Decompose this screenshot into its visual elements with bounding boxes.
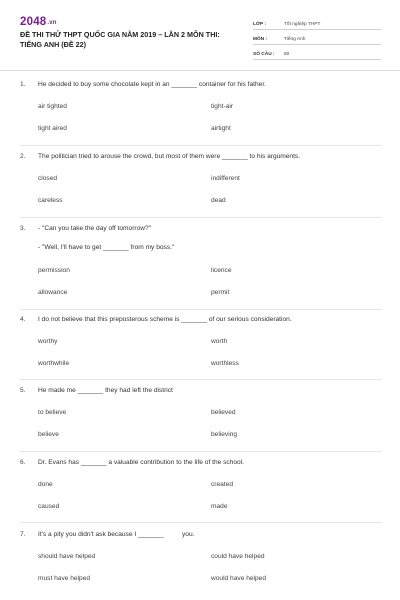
logo-tld: .vn (47, 20, 57, 26)
question-number: 5. (20, 387, 26, 394)
option-b[interactable]: licence (211, 267, 232, 274)
meta-value: Tốt nghiệp THPT (284, 22, 321, 27)
option-a[interactable]: done (38, 481, 53, 488)
question-number: 1. (20, 81, 26, 88)
option-b[interactable]: tight-air (211, 103, 233, 110)
question-stem: Dr. Evans has _______ a valuable contribution to the life of the school. (38, 459, 245, 466)
question-stem: He made me _______ they had left the district (38, 387, 173, 394)
option-b[interactable]: created (211, 481, 233, 488)
option-a[interactable]: should have helped (38, 553, 96, 560)
question-stem: It's a pity you didn't ask because I _______ you. (38, 531, 195, 538)
meta-class (253, 16, 381, 30)
option-b[interactable]: believed (211, 409, 236, 416)
option-c[interactable]: allowance (38, 289, 68, 296)
meta-subject (253, 31, 381, 45)
logo-text: 2048 (20, 16, 47, 28)
option-d[interactable]: would have helped (211, 575, 266, 582)
question-divider (20, 451, 382, 452)
option-c[interactable]: tight aired (38, 125, 67, 132)
question-divider (20, 522, 382, 523)
meta-count (253, 46, 381, 60)
meta-value: Tiếng Anh (284, 37, 306, 42)
option-d[interactable]: airtight (211, 125, 231, 132)
question-number: 7. (20, 531, 26, 538)
meta-value: 50 (284, 52, 290, 57)
question-stem-line-2: - "Well, I'll have to get _______ from my boss." (38, 244, 175, 251)
option-b[interactable]: could have helped (211, 553, 265, 560)
page-header (0, 0, 400, 68)
exam-meta (253, 16, 381, 61)
option-a[interactable]: air tighted (38, 103, 67, 110)
question-divider (20, 379, 382, 380)
meta-key: SỐ CÂU : (253, 52, 275, 57)
question-divider (20, 145, 382, 146)
option-b[interactable]: worth (211, 338, 228, 345)
option-a[interactable]: worthy (38, 338, 58, 345)
option-a[interactable]: permission (38, 267, 70, 274)
option-c[interactable]: careless (38, 197, 63, 204)
option-d[interactable]: permit (211, 289, 230, 296)
question-number: 6. (20, 459, 26, 466)
meta-key: MÔN : (253, 37, 268, 42)
question-stem: I do not believe that this preposterous scheme is _______ of our serious consideration. (38, 316, 292, 323)
meta-key: LỚP : (253, 22, 267, 27)
option-b[interactable]: indifferent (211, 175, 240, 182)
exam-title: ĐỀ THI THỬ THPT QUỐC GIA NĂM 2019 – LẦN 2 MÔN THI: TIẾNG ANH (ĐỀ 22) (20, 30, 220, 49)
question-number: 4. (20, 316, 26, 323)
header-divider (0, 70, 400, 71)
option-d[interactable]: made (211, 503, 228, 510)
option-a[interactable]: closed (38, 175, 58, 182)
option-d[interactable]: worthless (211, 360, 239, 367)
question-divider (20, 217, 382, 218)
question-number: 3. (20, 225, 26, 232)
question-divider (20, 309, 382, 310)
option-c[interactable]: caused (38, 503, 60, 510)
question-stem: He decided to buy some chocolate kept in an _______ container for his father. (38, 81, 266, 88)
question-number: 2. (20, 153, 26, 160)
option-a[interactable]: to believe (38, 409, 67, 416)
question-stem: - "Can you take the day off tomorrow?" (38, 225, 152, 232)
site-logo[interactable] (20, 16, 57, 28)
option-c[interactable]: believe (38, 431, 59, 438)
option-d[interactable]: dead (211, 197, 226, 204)
option-d[interactable]: believing (211, 431, 238, 438)
question-stem: The politician tried to arouse the crowd, but most of them were _______ to his arguments. (38, 153, 301, 160)
option-c[interactable]: worthwhile (38, 360, 70, 367)
option-c[interactable]: must have helped (38, 575, 91, 582)
